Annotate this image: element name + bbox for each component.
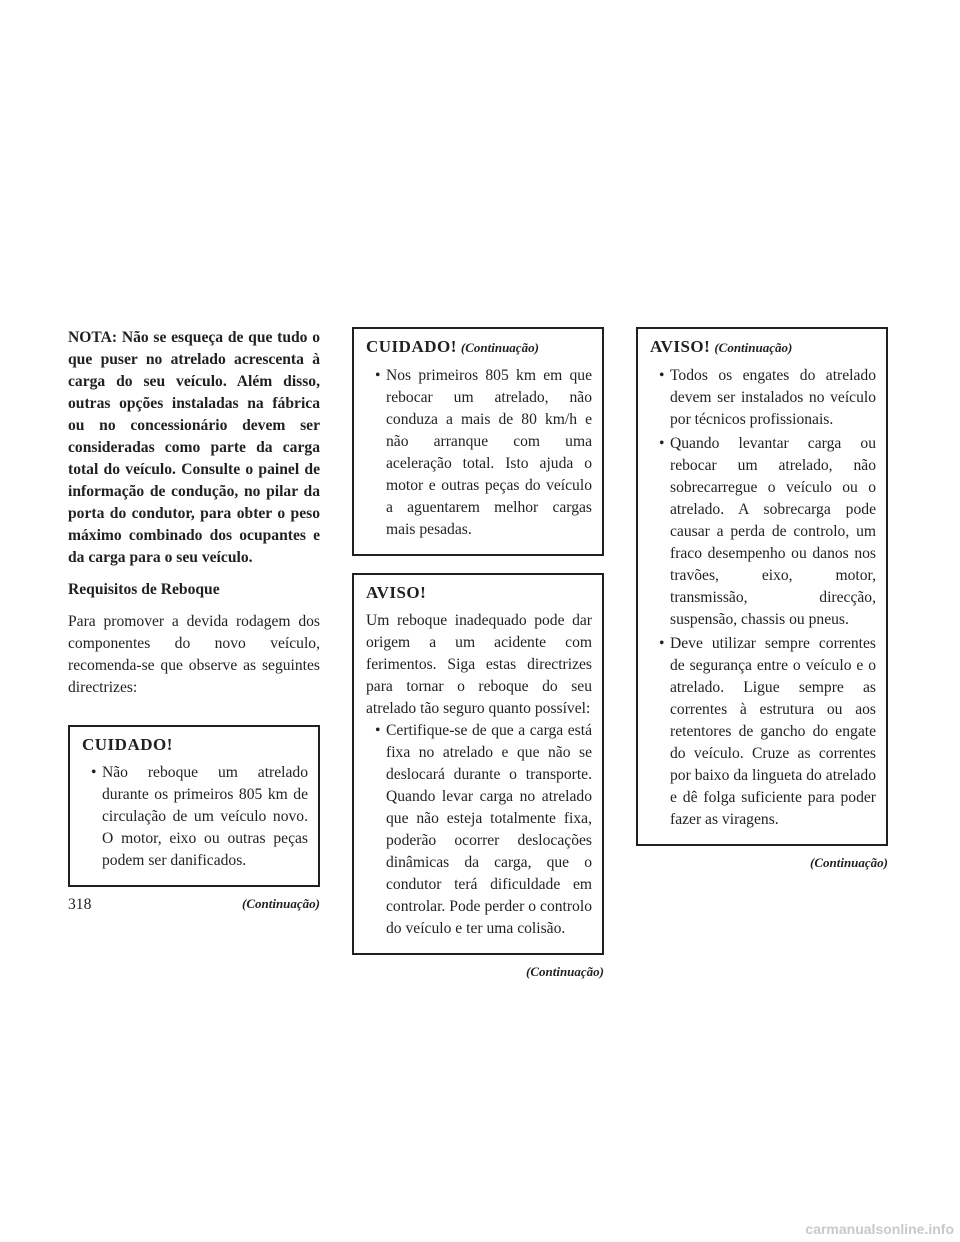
- continued-note: (Continuação): [525, 964, 604, 979]
- list-item: • Certifique-se de que a carga está fixa no atrelado e que não se deslocará durante o transporte. Quando levar carga no atrelado que não esteja totalmente fixa, poderão ocorrer deslocações dinâmicas da carga, que o condutor terá dificuldade em controlar. Pode perder o controlo do veículo e ter uma colisão.: [366, 720, 592, 940]
- warning-list: [650, 365, 876, 831]
- continued-note: (Continuação): [809, 855, 888, 870]
- warning-intro: Um reboque inadequado pode dar origem a um acidente com ferimentos. Siga estas directrizes para tornar o reboque do seu atrelado tão seguro quanto possível:: [366, 612, 592, 717]
- caution-list: [366, 365, 592, 541]
- caution-title: CUIDADO! (Continuação): [366, 337, 539, 356]
- column-right: [636, 327, 888, 874]
- caution-box-continued: [352, 327, 604, 556]
- list-item: • Quando levantar carga ou rebocar um atrelado, não sobrecarregue o veículo ou o atrelado. A sobrecarga pode causar a perda de controlo, um fraco desempenho ou danos nos travões, eixo, motor, transmissão, direcção, suspensão, chassis ou pneus.: [650, 433, 876, 631]
- body-paragraph: Para promover a devida rodagem dos componentes do novo veículo, recomenda-se que observe as seguintes directrizes:: [68, 613, 320, 696]
- list-item: • Deve utilizar sempre correntes de segurança entre o veículo e o atrelado. Ligue sempre as correntes à estrutura ou aos retentores de gancho do engate do veículo. Cruze as correntes por baixo da lingueta do atrelado e dê folga suficiente para poder fazer as viragens.: [650, 633, 876, 831]
- warning-box: [352, 573, 604, 955]
- list-item: • Não reboque um atrelado durante os primeiros 805 km de circulação de um veículo novo. O motor, eixo ou outras peças podem ser danificados.: [82, 762, 308, 872]
- warning-title: AVISO!: [366, 583, 427, 602]
- source-watermark: carmanualsonline.info: [805, 1221, 954, 1237]
- warning-title: AVISO! (Continuação): [650, 337, 793, 356]
- caution-box: [68, 725, 320, 887]
- section-heading: Requisitos de Reboque: [68, 581, 220, 598]
- continued-note: (Continuação): [241, 896, 320, 911]
- list-item: • Todos os engates do atrelado devem ser instalados no veículo por técnicos profissionais.: [650, 365, 876, 431]
- warning-list: [366, 720, 592, 940]
- continued-label: (Continuação): [714, 340, 793, 355]
- column-left: [68, 327, 320, 915]
- list-item: • Nos primeiros 805 km em que rebocar um atrelado, não conduza a mais de 80 km/h e não arranque com uma aceleração total. Isto ajuda o motor e outras peças do veículo a aguentarem melhor cargas mais pesadas.: [366, 365, 592, 541]
- caution-list: [82, 762, 308, 872]
- page-number: 318: [68, 896, 92, 913]
- caution-title: CUIDADO!: [82, 735, 173, 754]
- continued-label: (Continuação): [460, 340, 539, 355]
- note-paragraph: NOTA: Não se esqueça de que tudo o que puser no atrelado acrescenta à carga do seu veículo. Além disso, outras opções instaladas na fábrica ou no concessionário devem ser consideradas como parte da carga total do veículo. Consulte o painel de informação de condução, no pilar da porta do condutor, para obter o peso máximo combinado dos ocupantes e da carga para o seu veículo.: [68, 329, 320, 566]
- column-middle: [352, 327, 604, 983]
- warning-box-continued: [636, 327, 888, 846]
